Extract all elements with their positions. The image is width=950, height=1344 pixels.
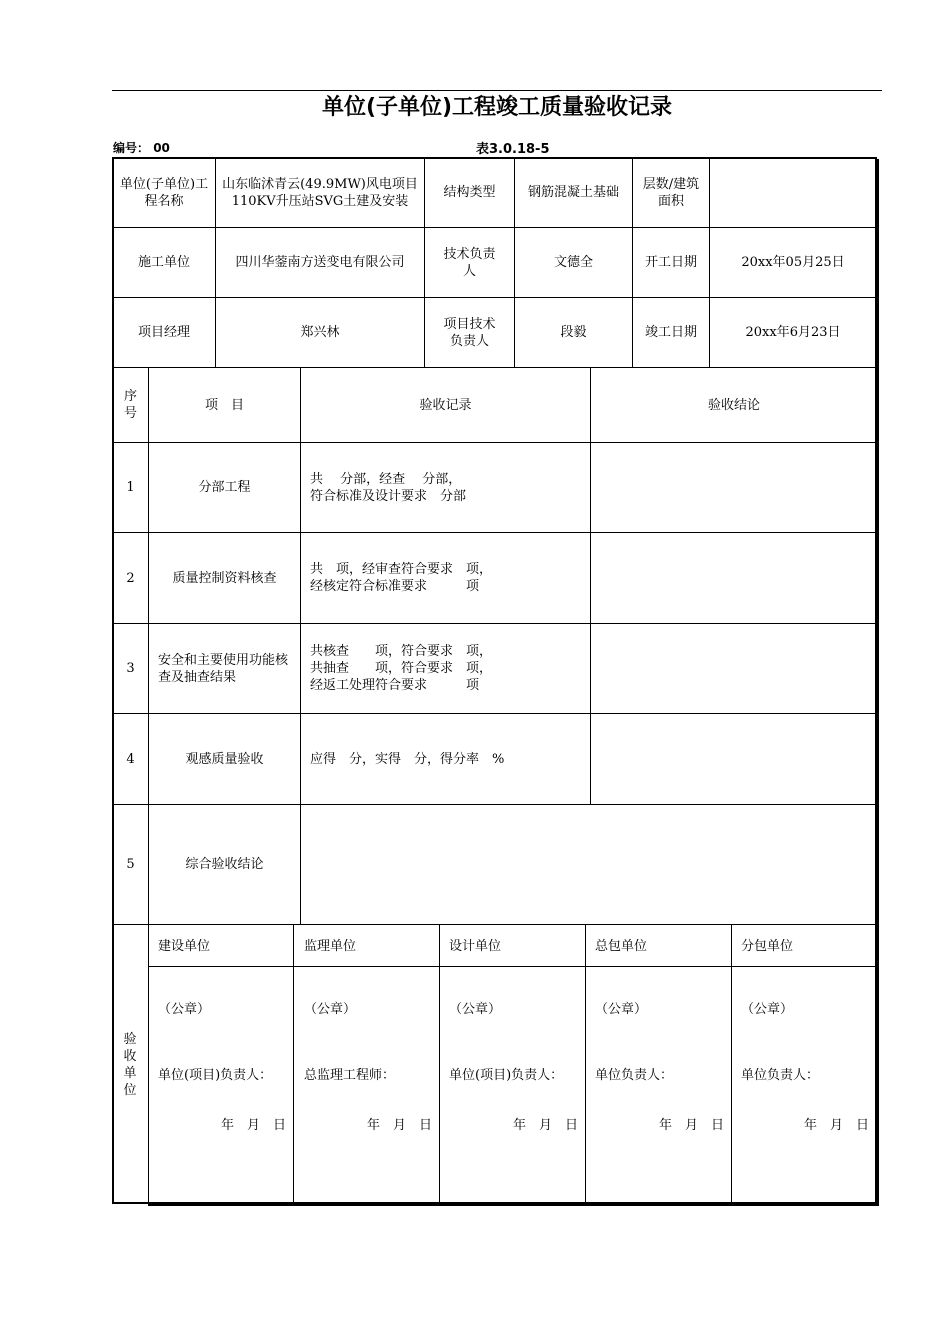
record-line: 经核定符合标准要求 项 (310, 579, 480, 594)
project-tech-lead-value: 段毅 (560, 325, 587, 340)
grid-line (148, 966, 877, 967)
tech-lead-label: 技术负责人 (443, 246, 496, 279)
record-line: 经返工处理符合要求 项 (310, 678, 480, 693)
item-conclusion (301, 805, 877, 924)
item-conclusion (591, 624, 877, 713)
item-seq: 5 (126, 857, 135, 872)
document-code (113, 139, 170, 156)
record-line: 应得 分，实得 分，得分率 % (310, 751, 505, 767)
record-line: 符合标准及设计要求 分部 (310, 488, 467, 504)
item-conclusion (591, 714, 877, 804)
grid-line (731, 924, 732, 1204)
unit-signer: 总监理工程师： (304, 1068, 396, 1083)
unit-signer: 单位(项目)负责人： (449, 1068, 564, 1083)
record-header: 验收记录 (419, 397, 472, 413)
contractor-value: 四川华蓥南方送变电有限公司 (235, 255, 405, 270)
record-line: 共抽查 项，符合要求 项， (310, 661, 493, 676)
pm-value: 郑兴林 (300, 325, 340, 340)
unit-seal: （公章） (449, 1002, 502, 1017)
unit-name: 分包单位 (741, 939, 794, 954)
record-line: 共核查 项，符合要求 项， (310, 644, 493, 659)
unit-date: 年 月 日 (659, 1118, 725, 1133)
unit-signer: 单位负责人： (595, 1068, 674, 1083)
project-name-value: 山东临沭青云(49.9MW)风电项目110KV升压站SVG土建及安装 (222, 176, 418, 209)
table-number: 表3.0.18-5 (476, 142, 550, 157)
unit-seal: （公章） (595, 1002, 648, 1017)
grid-line (439, 924, 440, 1204)
unit-name: 设计单位 (449, 939, 502, 954)
item-name: 观感质量验收 (185, 751, 264, 767)
unit-signer: 单位负责人： (741, 1068, 820, 1083)
completion-date-label: 竣工日期 (644, 325, 697, 340)
grid-line (112, 924, 877, 925)
unit-date: 年 月 日 (513, 1118, 579, 1133)
start-date-label: 开工日期 (644, 255, 697, 270)
unit-seal: （公章） (741, 1002, 794, 1017)
item-name: 安全和主要使用功能核查及抽查结果 (158, 652, 289, 685)
item-record (301, 624, 590, 713)
item-seq: 3 (126, 661, 135, 676)
unit-date: 年 月 日 (804, 1118, 870, 1133)
item-record (301, 714, 590, 804)
floors-area-value (710, 158, 876, 227)
item-record (301, 533, 590, 623)
tech-lead-value: 文德全 (553, 255, 593, 270)
record-line: 共 分部，经查 分部， (310, 471, 462, 487)
item-seq: 1 (126, 480, 135, 495)
conclusion-header: 验收结论 (707, 397, 760, 413)
unit-seal: （公章） (158, 1002, 211, 1017)
structure-type-label: 结构类型 (443, 185, 496, 200)
code-label: 编号： (113, 141, 150, 155)
unit-name: 总包单位 (595, 939, 648, 954)
item-record (301, 443, 590, 532)
contractor-label: 施工单位 (137, 255, 190, 270)
grid-line (585, 924, 586, 1204)
item-seq: 4 (126, 751, 135, 767)
pm-label: 项目经理 (137, 325, 190, 340)
unit-name: 监理单位 (304, 939, 357, 954)
frame-shadow-bottom (148, 1204, 879, 1206)
unit-name: 建设单位 (158, 939, 211, 954)
unit-seal: （公章） (304, 1002, 357, 1017)
item-seq: 2 (126, 570, 135, 586)
project-name-label: 单位(子单位)工程名称 (119, 176, 209, 209)
item-name: 综合验收结论 (185, 857, 264, 872)
code-value: 00 (153, 141, 170, 155)
item-name: 质量控制资料核查 (172, 570, 277, 586)
item-name: 分部工程 (198, 480, 251, 495)
start-date-value: 20xx年05月25日 (741, 255, 845, 270)
frame-shadow-right (877, 159, 879, 1206)
unit-signer: 单位(项目)负责人： (158, 1068, 273, 1083)
record-line: 共 项，经审查符合要求 项， (310, 562, 493, 577)
top-rule (112, 90, 882, 91)
acceptance-side-label: 验收单位 (123, 1032, 137, 1098)
grid-line (293, 924, 294, 1204)
unit-date: 年 月 日 (221, 1118, 287, 1133)
completion-date-value: 20xx年6月23日 (745, 325, 841, 340)
structure-type-value: 钢筋混凝土基础 (527, 185, 619, 200)
unit-date: 年 月 日 (367, 1118, 433, 1133)
project-tech-lead-label: 项目技术负责人 (443, 316, 496, 349)
item-conclusion (591, 443, 877, 532)
page-title: 单位(子单位)工程竣工质量验收记录 (321, 95, 673, 120)
floors-area-label: 层数/建筑面积 (642, 176, 700, 209)
seq-header: 序号 (123, 389, 137, 421)
item-header: 项 目 (204, 397, 244, 413)
item-conclusion (591, 533, 877, 623)
